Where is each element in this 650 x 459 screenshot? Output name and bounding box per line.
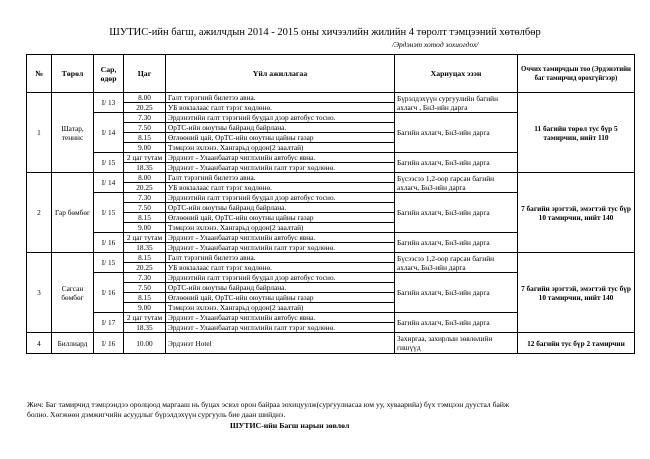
day-date: I/ 15 xyxy=(94,153,124,173)
time-cell: 2 цаг тутам xyxy=(124,233,166,243)
time-cell: 9.00 xyxy=(124,303,166,313)
responsible-cell: Багийн ахлагч, БнЗ-ийн дарга xyxy=(395,233,518,253)
header-time: Цаг xyxy=(124,55,166,93)
activity-cell: Өглөөний цай, ОрТС-ийн оюутны цайны газар xyxy=(166,213,395,223)
activity-cell: Галт тэрэгний билетээ авна. xyxy=(166,253,395,263)
sport-name: Гар бөмбөг xyxy=(52,173,94,253)
responsible-cell: Багийн ахлагч, БнЗ-ийн дарга xyxy=(395,193,518,233)
activity-cell: Тэмцээн эхлэнэ. Хангарьд ордон(2 заалтай) xyxy=(166,223,395,233)
responsible-cell: Бүсээсээ 1,2-оор гарсан багийн ахлагч, БнЗ-ийн дарга xyxy=(395,253,518,273)
activity-cell: Өглөөний цай, ОрТС-ийн оюутны цайны газар xyxy=(166,133,395,143)
day-date: I/ 14 xyxy=(94,113,124,153)
time-cell: 7.30 xyxy=(124,193,166,203)
activity-cell: Галт тэрэгний билетээ авна. xyxy=(166,173,395,183)
table-row xyxy=(27,253,635,263)
participants-note: 12 багийн тус бүр 2 тамирчин xyxy=(518,333,635,354)
document-title: ШУТИС-ийн багш, ажилчдын 2014 - 2015 оны хичээлийн жилийн 4 төролт тэмцээний хөтөлбөр xyxy=(109,27,541,38)
table-row xyxy=(27,173,635,183)
table-row xyxy=(27,333,635,354)
document-subtitle: /Эрдэнэт хотод зохиогдох/ xyxy=(392,40,479,49)
time-cell: 8.00 xyxy=(124,173,166,183)
day-date: I/ 15 xyxy=(94,253,124,273)
table-header-row xyxy=(27,55,635,93)
table-row xyxy=(27,93,635,103)
header-activity: Үйл ажиллагаа xyxy=(166,55,395,93)
sport-name: Сагсан бөмбөг xyxy=(52,253,94,333)
day-date: I/ 17 xyxy=(94,313,124,333)
activity-cell: Тэмцээн эхлэнэ. Хангарьд ордон(2 заалтай) xyxy=(166,143,395,153)
responsible-cell: Багийн ахлагч, БнЗ-ийн дарга xyxy=(395,113,518,153)
activity-cell: ОрТС-ийн оюутны байранд байрлана. xyxy=(166,203,395,213)
schedule-table xyxy=(26,54,635,354)
responsible-cell: Бүрэлдэхүүн сургуулийн багийн ахлагч , БнЗ-ийн дарга xyxy=(395,93,518,113)
day-date: I/ 16 xyxy=(94,233,124,253)
time-cell: 7.30 xyxy=(124,113,166,123)
activity-cell: Өглөөний цай, ОрТС-ийн оюутны цайны газар xyxy=(166,293,395,303)
time-cell: 9.00 xyxy=(124,223,166,233)
activity-cell: УБ вокзалаас галт тэрэг хөдлөнө. xyxy=(166,263,395,273)
day-date: I/ 14 xyxy=(94,173,124,193)
time-cell: 8.15 xyxy=(124,213,166,223)
time-cell: 2 цаг тутам xyxy=(124,313,166,323)
header-participants: Оччих тамирчдын тоо (Эрдэнэтийн баг тамирчид орохгүйгээр) xyxy=(518,55,635,93)
sport-name: Биллиард xyxy=(52,333,94,354)
activity-cell: Тэмцээн эхлэнэ. Хангарьд ордон(2 заалтай) xyxy=(166,303,395,313)
time-cell: 8.15 xyxy=(124,253,166,263)
day-date: I/ 16 xyxy=(94,333,124,354)
group-number: 3 xyxy=(27,253,52,333)
group-number: 1 xyxy=(27,93,52,173)
responsible-cell: Багийн ахлагч, БнЗ-ийн дарга xyxy=(395,273,518,313)
participants-note: 11 багийн төрөл тус бүр 5 тамирчин, нийт 110 xyxy=(518,93,635,173)
activity-cell: Эрдэнэтийн галт тэрэгний буудал дээр автобус тосно. xyxy=(166,113,395,123)
participants-note: 7 багийн эрэгтэй, эмэгтэй тус бүр 10 тамирчин, нийт 140 xyxy=(518,253,635,333)
activity-cell: УБ вокзалаас галт тэрэг хөдлөнө. xyxy=(166,103,395,113)
time-cell: 18.35 xyxy=(124,323,166,333)
table-body xyxy=(27,93,635,354)
responsible-cell: Багийн ахлагч, БнЗ-ийн дарга xyxy=(395,153,518,173)
time-cell: 9.00 xyxy=(124,143,166,153)
time-cell: 20.25 xyxy=(124,263,166,273)
time-cell: 8.15 xyxy=(124,133,166,143)
activity-cell: Эрдэнэт - Улаанбаатар чиглэлийн галт тэрэг хөдлөнө. xyxy=(166,243,395,253)
day-date: I/ 16 xyxy=(94,273,124,313)
activity-cell: ОрТС-ийн оюутны байранд байрлана. xyxy=(166,123,395,133)
day-date: I/ 13 xyxy=(94,93,124,113)
footnote-line-2: болно. Хөгжөөн дэмжигчийн асуудлыг бүрэлдэхүүн сургууль бие даан шийднэ. xyxy=(27,410,286,419)
activity-cell: Эрдэнэтийн галт тэрэгний буудал дээр автобус тосно. xyxy=(166,273,395,283)
activity-cell: Галт тэрэгний билетээ авна. xyxy=(166,93,395,103)
activity-cell: ОрТС-ийн оюутны байранд байрлана. xyxy=(166,283,395,293)
day-date: I/ 15 xyxy=(94,193,124,233)
header-date: Сар, өдөр xyxy=(94,55,124,93)
activity-cell: Эрдэнэтийн галт тэрэгний буудал дээр автобус тосно. xyxy=(166,193,395,203)
time-cell: 18.35 xyxy=(124,243,166,253)
time-cell: 7.50 xyxy=(124,283,166,293)
activity-cell: Эрдэнэт - Улаанбаатар чиглэлийн автобус явна. xyxy=(166,153,395,163)
time-cell: 7.30 xyxy=(124,273,166,283)
header-sport: Төрөл xyxy=(52,55,94,93)
time-cell: 20.25 xyxy=(124,103,166,113)
group-number: 4 xyxy=(27,333,52,354)
activity-cell: УБ вокзалаас галт тэрэг хөдлөнө. xyxy=(166,183,395,193)
time-cell: 7.50 xyxy=(124,203,166,213)
time-cell: 7.50 xyxy=(124,123,166,133)
sport-name: Шатар, теннис xyxy=(52,93,94,173)
footnote-line-1: Жич: Баг тамирчид тэмцээндээ оролцоод маргааш нь буцах эсвэл орон байраа зохицуулж(сургуулиасаа юм уу, хуваарийа) бүх тэмцээн дуустал байж xyxy=(27,400,510,409)
time-cell: 10.00 xyxy=(124,333,166,354)
header-responsible: Хариуцах эзэн xyxy=(395,55,518,93)
activity-cell: Эрдэнэт - Улаанбаатар чиглэлийн автобус явна. xyxy=(166,313,395,323)
activity-cell: Эрдэнэт Hotel xyxy=(166,333,395,354)
group-number: 2 xyxy=(27,173,52,253)
time-cell: 18.35 xyxy=(124,163,166,173)
participants-note: 7 багийн эрэгтэй, эмэгтэй тус бүр 10 тамирчин, нийт 140 xyxy=(518,173,635,253)
responsible-cell: Бүсээсээ 1,2-оор гарсан багийн ахлагч, БнЗ-ийн дарга xyxy=(395,173,518,193)
responsible-cell: Багийн ахлагч, БнЗ-ийн дарга xyxy=(395,313,518,333)
activity-cell: Эрдэнэт - Улаанбаатар чиглэлийн галт тэрэг хөдлөнө. xyxy=(166,323,395,333)
activity-cell: Эрдэнэт - Улаанбаатар чиглэлийн галт тэрэг хөдлөнө. xyxy=(166,163,395,173)
time-cell: 8.15 xyxy=(124,293,166,303)
time-cell: 2 цаг тутам xyxy=(124,153,166,163)
header-number: № xyxy=(27,55,52,93)
activity-cell: Эрдэнэт - Улаанбаатар чиглэлийн автобус явна. xyxy=(166,233,395,243)
time-cell: 8.00 xyxy=(124,93,166,103)
responsible-cell: Захиргаа, захирлын зөвлөлийн гишүүд xyxy=(395,333,518,354)
signature: ШУТИС-ийн Багш нарын зөвлөл xyxy=(230,421,350,430)
time-cell: 20.25 xyxy=(124,183,166,193)
